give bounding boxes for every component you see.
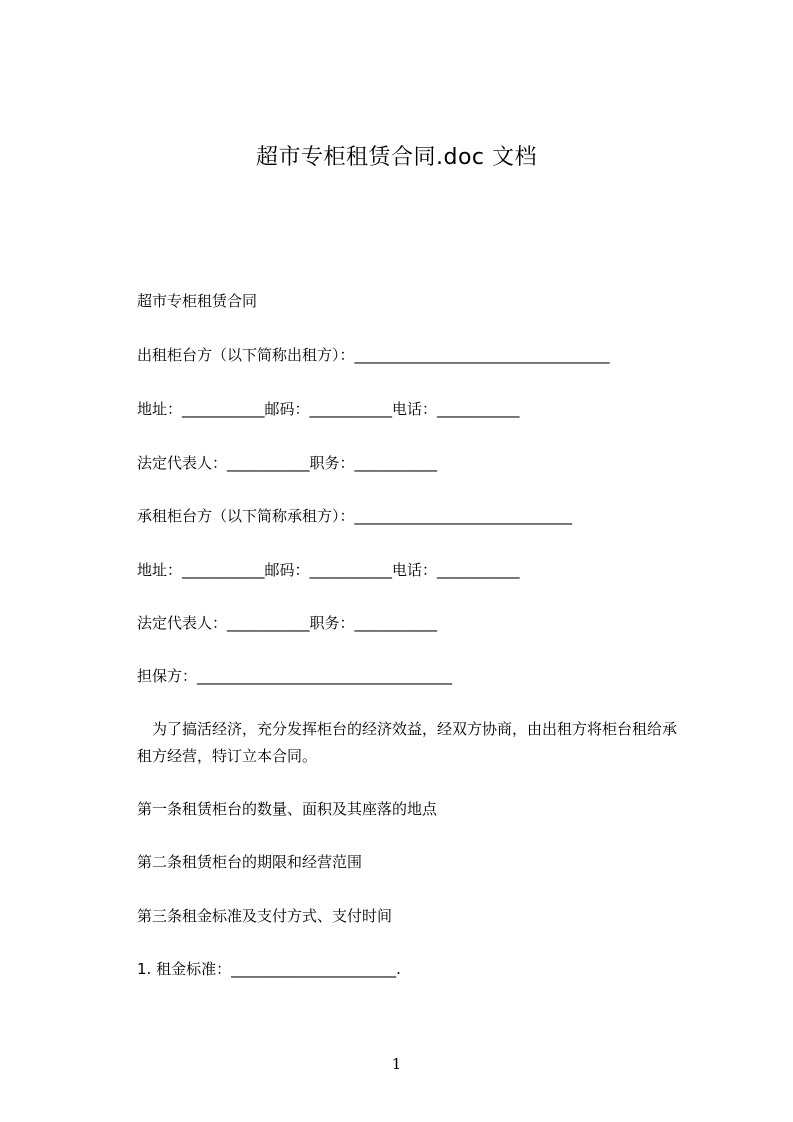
lessee-address-line: 地址：___________邮码：___________电话：___________ (137, 561, 520, 579)
lessor-address-line: 地址：___________邮码：___________电话：___________ (137, 400, 520, 418)
lessee-representative-line: 法定代表人：___________职务：___________ (137, 614, 438, 632)
document-title: 超市专柜租赁合同.doc 文档 (255, 145, 537, 170)
rent-standard-line: 1. 租金标准：______________________. (137, 960, 401, 978)
article-1: 第一条租赁柜台的数量、面积及其座落的地点 (137, 800, 438, 818)
guarantor-line: 担保方：__________________________________ (137, 667, 453, 685)
contract-heading: 超市专柜租赁合同 (137, 292, 258, 310)
lessor-representative-line: 法定代表人：___________职务：___________ (137, 454, 438, 472)
intro-paragraph-line-1: 为了搞活经济，充分发挥柜台的经济效益，经双方协商，由出租方将柜台租给承 (137, 720, 678, 738)
article-2: 第二条租赁柜台的期限和经营范围 (137, 853, 363, 871)
lessee-line: 承租柜台方（以下简称承租方）：_____________________________ (137, 507, 573, 525)
intro-paragraph-line-2: 租方经营，特订立本合同。 (137, 747, 318, 765)
article-3: 第三条租金标准及支付方式、支付时间 (137, 907, 393, 925)
page-number: 1 (391, 1055, 402, 1073)
lessor-line: 出租柜台方（以下简称出租方）：__________________________________ (137, 346, 610, 364)
